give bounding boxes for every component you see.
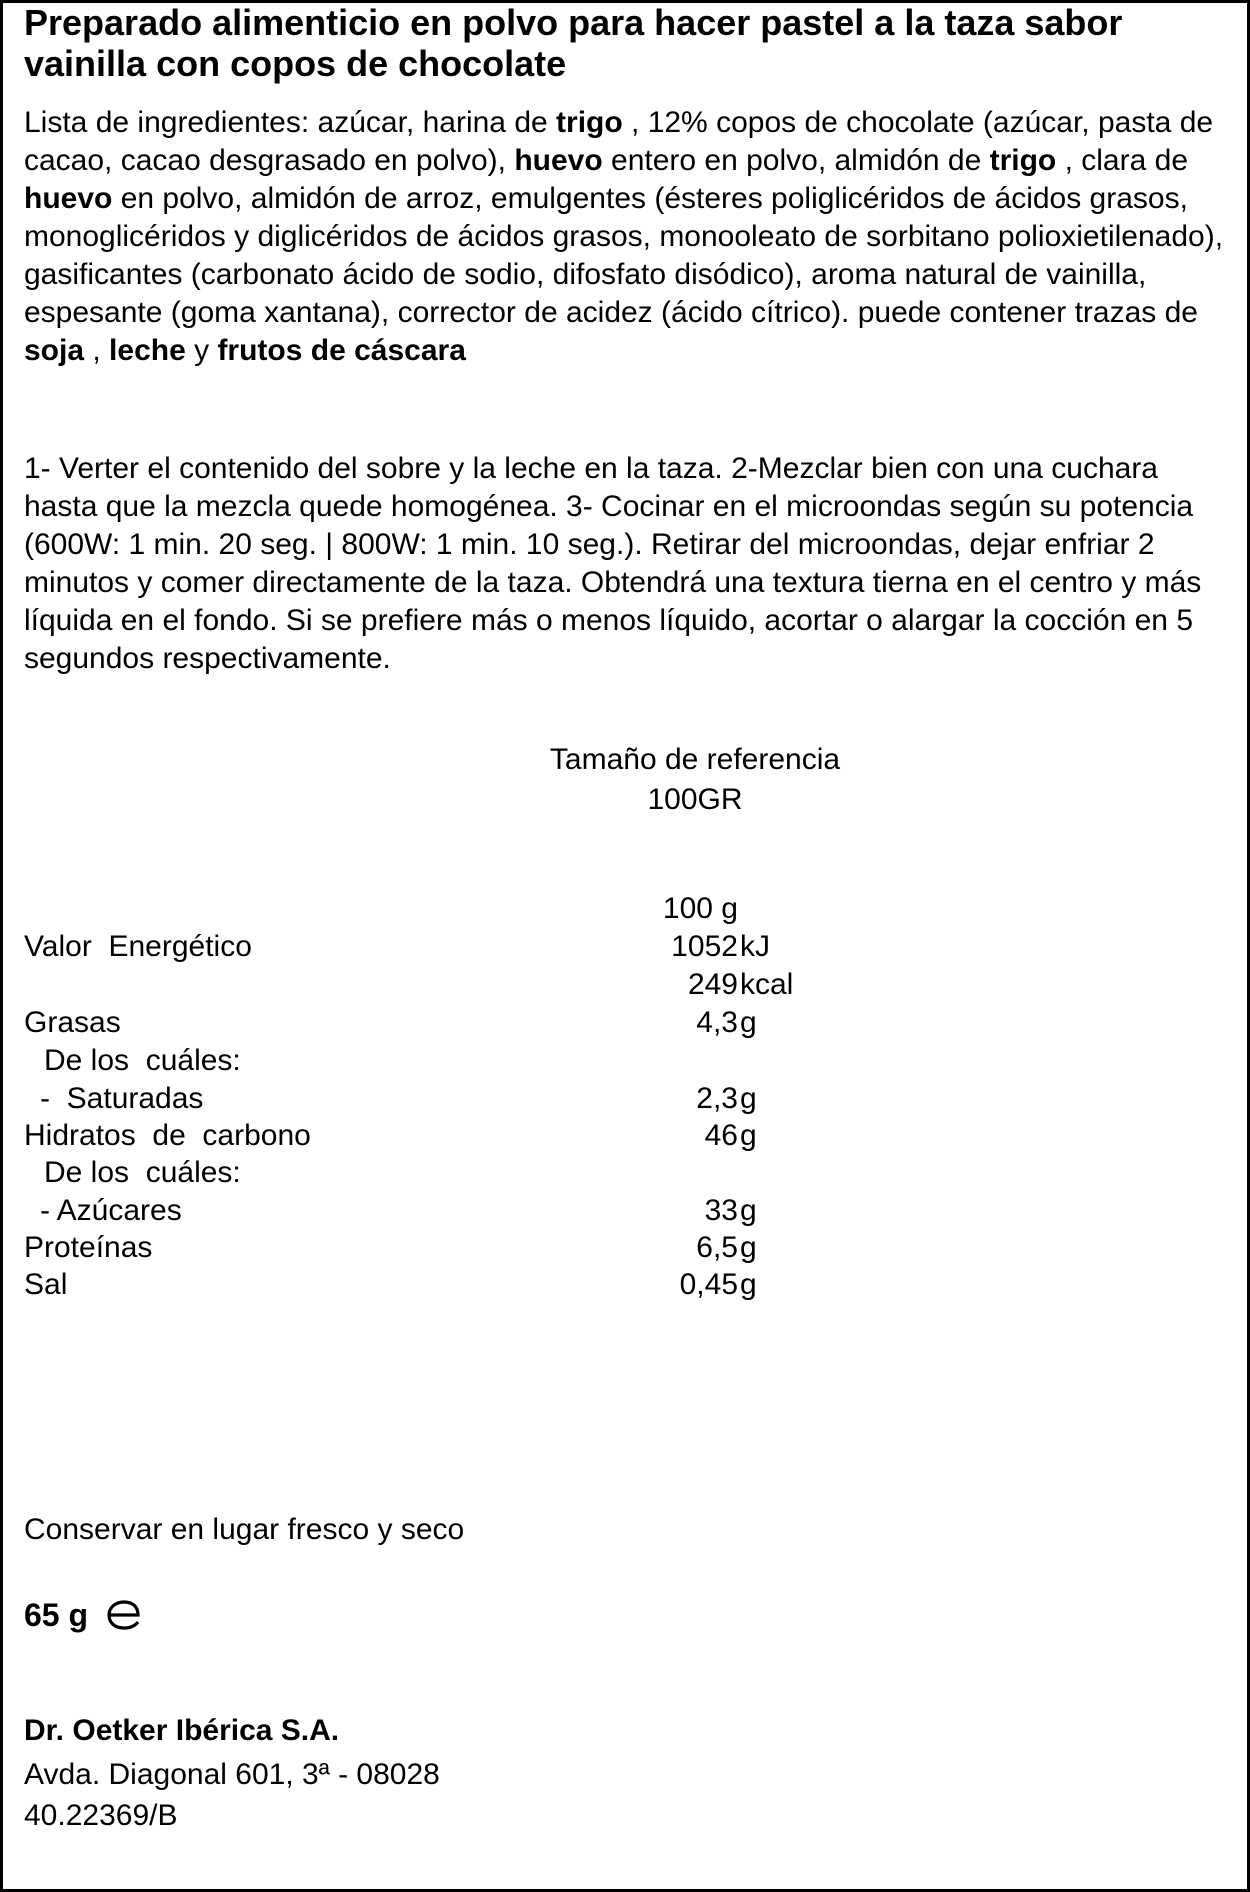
saturated-value: 2,3	[696, 1082, 738, 1115]
carbs-label: Hidratos de carbono	[24, 1119, 311, 1152]
net-weight: 65 g	[24, 1597, 89, 1633]
allergen-milk: leche	[109, 334, 186, 367]
reference-size-label: Tamaño de referencia	[549, 743, 841, 776]
fat-label: Grasas	[24, 1006, 121, 1039]
salt-value: 0,45	[679, 1268, 738, 1301]
allergen-egg: huevo	[24, 182, 113, 215]
reference-size-amount: 100GR	[647, 783, 743, 816]
fat-value: 4,3	[696, 1006, 738, 1039]
allergen-egg: huevo	[514, 144, 603, 177]
salt-unit: g	[740, 1268, 757, 1301]
sugars-unit: g	[740, 1194, 757, 1227]
allergen-nuts: frutos de cáscara	[217, 334, 466, 367]
nutrition-column-header: 100 g	[662, 892, 738, 925]
allergen-wheat: trigo	[556, 106, 623, 139]
ingredients-text: en polvo, almidón de arroz, emulgentes (ésteres poliglicéridos de ácidos grasos, monoglicéridos y diglicéridos de ácidos grasos, monooleato de sorbitano polioxietilenado), gasificantes (carbonato ácido de sodio, difosfato disódico), aroma natural de vainilla, espesante (goma xantana), corrector de acidez (ácido cítrico). puede contener trazas de	[24, 182, 1224, 329]
of-which-label: De los cuáles:	[44, 1156, 241, 1189]
protein-label: Proteínas	[24, 1231, 153, 1264]
product-title: Preparado alimenticio en polvo para hacer pastel a la taza sabor vainilla con copos de chocolate	[24, 2, 1123, 84]
storage-instructions: Conservar en lugar fresco y seco	[24, 1513, 465, 1546]
salt-label: Sal	[24, 1268, 68, 1301]
protein-unit: g	[740, 1231, 757, 1264]
company-name: Dr. Oetker Ibérica S.A.	[24, 1714, 340, 1747]
preparation-instructions: 1- Verter el contenido del sobre y la leche en la taza. 2-Mezclar bien con una cuchara hasta que la mezcla quede homogénea. 3- Cocinar en el microondas según su potencia (600W: 1 min. 20 seg. | 800W: 1 min. 10 seg.). Retirar del microondas, dejar enfriar 2 minutos y comer directamente de la taza. Obtendrá una textura tierna en el centro y más líquida en el fondo. Si se prefiere más o menos líquido, acortar o alargar la cocción en 5 segundos respectivamente.	[24, 452, 1202, 675]
allergen-soy: soja	[24, 334, 85, 367]
allergen-wheat: trigo	[989, 144, 1057, 177]
energy-label: Valor Energético	[24, 930, 252, 963]
fat-unit: g	[740, 1006, 757, 1039]
ingredients-text: entero en polvo, almidón de	[602, 144, 990, 177]
energy-kcal-value: 249	[687, 968, 738, 1001]
sugars-label: - Azúcares	[40, 1194, 182, 1227]
saturated-unit: g	[740, 1082, 757, 1115]
product-code: 40.22369/B	[24, 1799, 178, 1832]
ingredients-list	[24, 104, 1230, 370]
carbs-value: 46	[704, 1119, 738, 1152]
ingredients-text: , 12% copos de chocolate (azúcar, pasta de cacao, cacao desgrasado en polvo),	[24, 106, 1214, 177]
ingredients-text: Lista de ingredientes: azúcar, harina de	[24, 106, 557, 139]
ingredients-text: , clara de	[1056, 144, 1188, 177]
of-which-label: De los cuáles:	[44, 1044, 241, 1077]
ingredients-text: y	[185, 334, 218, 367]
ingredients-text: ,	[84, 334, 110, 367]
carbs-unit: g	[740, 1119, 757, 1152]
protein-value: 6,5	[696, 1231, 738, 1264]
e-mark-icon	[106, 1599, 142, 1631]
energy-kj-unit: kJ	[740, 930, 770, 963]
sugars-value: 33	[704, 1194, 738, 1227]
company-address: Avda. Diagonal 601, 3ª - 08028	[24, 1758, 440, 1791]
saturated-label: - Saturadas	[40, 1082, 204, 1115]
energy-kj-value: 1052	[671, 930, 738, 963]
energy-kcal-unit: kcal	[740, 968, 794, 1001]
